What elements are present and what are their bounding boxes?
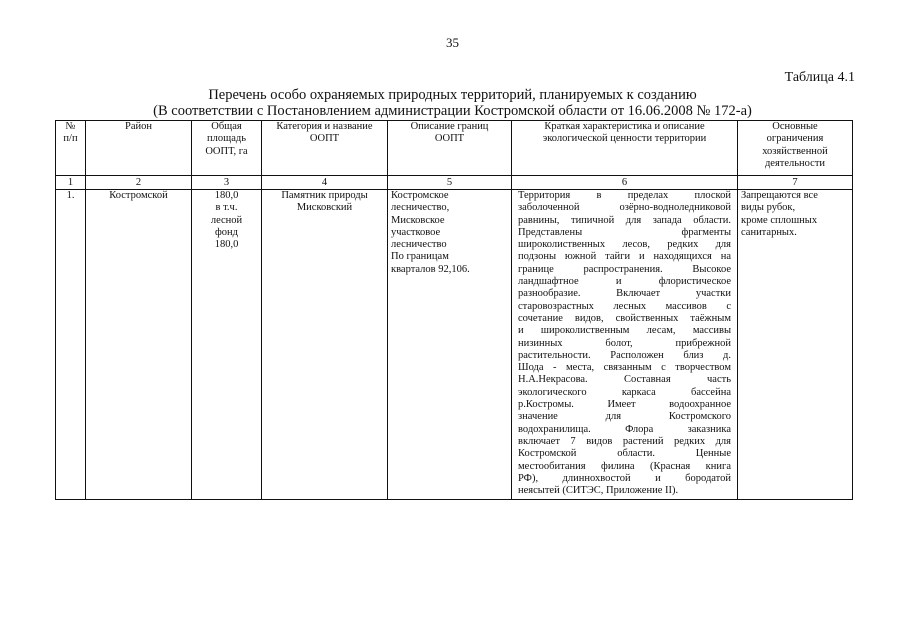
boundaries-line: Мисковское (391, 214, 445, 226)
category-cell (262, 190, 388, 500)
header-line: ООПТ (309, 133, 340, 145)
description-line: местообитания филина (Красная книга (518, 460, 731, 472)
column-number: 5 (388, 176, 512, 190)
description-line: Шода - места, связанным с творчеством (518, 362, 731, 374)
description-line: заболоченной озёрно-водноледниковой (518, 202, 731, 214)
header-cell-restrictions (738, 121, 853, 176)
description-cell (512, 190, 738, 500)
header-line: п/п (63, 133, 78, 145)
header-line: экологической ценности территории (542, 133, 707, 145)
boundaries-cell (388, 190, 512, 500)
boundaries-line: Костромское (391, 190, 449, 201)
area-line: 180,0 (214, 239, 239, 251)
header-cell-boundaries (388, 121, 512, 176)
restrictions-line: виды рубок, (741, 202, 796, 214)
area-line: лесной (210, 214, 243, 226)
description-line: Н.А.Некрасова. Составная часть (518, 374, 731, 386)
boundaries-line: кварталов 92,106. (391, 263, 470, 275)
area-line: фонд (214, 226, 238, 238)
header-row (56, 121, 853, 176)
row-number-cell: 1. (56, 190, 86, 500)
header-line: ООПТ (434, 133, 465, 145)
district-cell: Костромской (86, 190, 192, 500)
description-line: подзоны южной тайги и находящихся на (518, 251, 731, 263)
description-line: границе распространения. Высокое (518, 263, 731, 275)
header-cell-number (56, 121, 86, 176)
area-line: в т.ч. (215, 202, 238, 214)
area-line: 180,0 (214, 190, 239, 201)
header-line: Район (125, 121, 152, 132)
restrictions-line: Запрещаются все (741, 190, 818, 201)
category-line: Мисковский (296, 202, 353, 214)
table-subtitle: (В соответствии с Постановлением администрации Костромской области от 16.06.2008 № 172-а) (153, 103, 752, 119)
description-line: включает 7 видов растений редких для (518, 435, 731, 447)
boundaries-line: лесничество (391, 239, 447, 251)
header-line: площадь (207, 133, 246, 145)
boundaries-line: лесничество, (391, 202, 450, 214)
header-line: Краткая характеристика и описание (544, 121, 705, 132)
restrictions-line: кроме сплошных (741, 214, 818, 226)
description-line: Территория в пределах плоской (518, 190, 731, 201)
description-line: равнины, типичной для запада области. (518, 214, 731, 226)
description-line: растительности. Расположен близ д. (518, 349, 731, 361)
header-line: ограничения (766, 133, 824, 145)
description-line: ландшафтное и флористическое (518, 276, 731, 288)
restrictions-cell (738, 190, 853, 500)
description-line: неясытей (СИТЭС, Приложение II). (518, 485, 679, 497)
header-line: ООПТ, га (205, 145, 248, 157)
header-line: Описание границ (410, 121, 489, 132)
boundaries-line: По границам (391, 251, 449, 263)
column-number: 4 (262, 176, 388, 190)
table-row (56, 190, 853, 500)
boundaries-line: участковое (391, 226, 441, 238)
description-line: значение для Костромского (518, 411, 731, 423)
description-line: Представлены фрагменты (518, 226, 731, 238)
description-line: и широколиственным лесам, массивы (518, 325, 731, 337)
category-line: Памятник природы (281, 190, 368, 201)
header-line: № (65, 121, 76, 132)
description-line: сочетание видов, свойственных таёжным (518, 312, 731, 324)
column-number: 1 (56, 176, 86, 190)
description-line: экологического каркаса бассейна (518, 386, 731, 398)
description-line: Костромской области. Ценные (518, 448, 731, 460)
column-number-row (56, 176, 853, 190)
column-number: 2 (86, 176, 192, 190)
header-cell-description (512, 121, 738, 176)
header-line: Основные (772, 121, 818, 132)
description-line: р.Костромы. Имеет водоохранное (518, 399, 731, 411)
protected-areas-table (55, 120, 853, 500)
header-line: Категория и название (276, 121, 373, 132)
column-number: 7 (738, 176, 853, 190)
description-line: низинных болот, прибрежной (518, 337, 731, 349)
header-line: деятельности (764, 157, 826, 169)
header-cell-category (262, 121, 388, 176)
header-line: хозяйственной (762, 145, 828, 157)
header-cell-district (86, 121, 192, 176)
header-line: Общая (211, 121, 242, 132)
description-line: широколиственных лесов, редких для (518, 239, 731, 251)
description-line: РФ), длиннохвостой и бородатой (518, 472, 731, 484)
description-line: разнообразие. Включает участки (518, 288, 731, 300)
area-cell (192, 190, 262, 500)
column-number: 3 (192, 176, 262, 190)
header-cell-area (192, 121, 262, 176)
description-line: старовозрастных лесных массивов с (518, 300, 731, 312)
column-number: 6 (512, 176, 738, 190)
page-number: 35 (446, 35, 459, 50)
description-line: водохранилища. Флора заказника (518, 423, 731, 435)
table-label: Таблица 4.1 (784, 70, 855, 85)
restrictions-line: санитарных. (741, 226, 797, 238)
table-title: Перечень особо охраняемых природных территорий, планируемых к созданию (208, 87, 697, 103)
